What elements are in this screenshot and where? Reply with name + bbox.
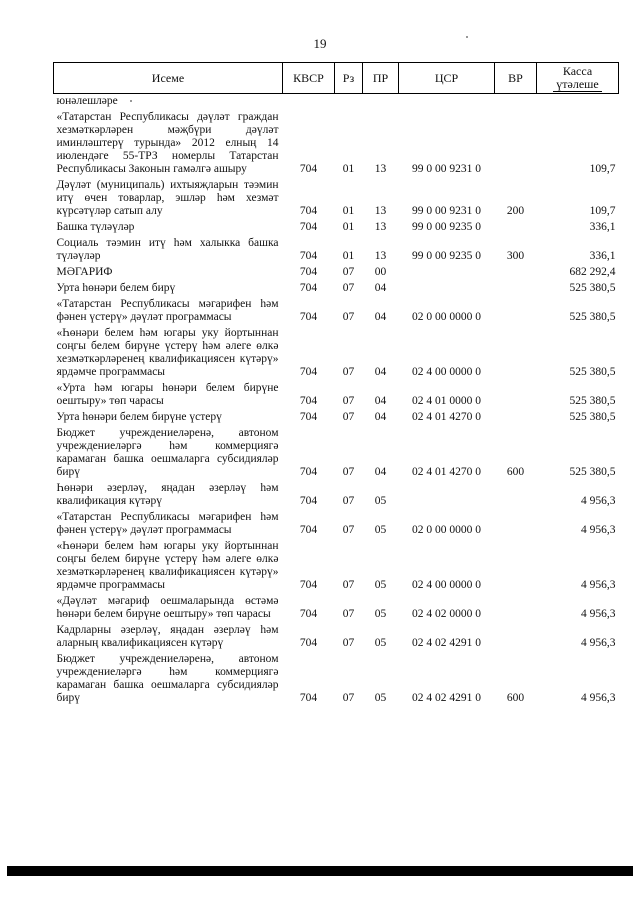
table-row bbox=[54, 539, 619, 594]
cell-name: «Татарстан Республикасы дәүләт граждан хезмәткәрләрен мәҗбүри дәүләт иминләштерү турында» 2012 елның 14 июлендәге 55-ТРЗ номерлы Татарстан Республикасы Законын гамәлгә ашыру bbox=[56, 111, 279, 175]
cell-pr: 05 bbox=[374, 608, 387, 620]
cell-csr bbox=[399, 481, 495, 510]
table-row bbox=[54, 236, 619, 265]
cell-name: Кадрларны әзерләү, яңадан әзерләү һәм аларның квалификациясен күтәрү bbox=[56, 624, 279, 649]
cell-pr: 04 bbox=[374, 311, 387, 323]
cell-amount: 336,1 bbox=[589, 221, 616, 233]
cell-pr: 04 bbox=[374, 366, 387, 378]
cell-rz: 07 bbox=[342, 311, 355, 323]
cell-name: Социаль тәэмин итү һәм халыкка башка түләүләр bbox=[56, 237, 279, 262]
cell-rz: 07 bbox=[342, 524, 355, 536]
cell-csr: 99 0 00 9231 0 bbox=[412, 205, 481, 217]
cell-name: «Татарстан Республикасы мәгарифен һәм фәнен үстерү» дәүләт программасы bbox=[56, 511, 279, 536]
cell-amount: 109,7 bbox=[589, 205, 616, 217]
cell-amount: 525 380,5 bbox=[569, 366, 616, 378]
cell-pr: 05 bbox=[374, 524, 387, 536]
table-row bbox=[54, 326, 619, 381]
cell-kvsr: 704 bbox=[299, 311, 318, 323]
cell-pr: 13 bbox=[374, 205, 387, 217]
budget-table bbox=[53, 62, 619, 707]
cell-csr: 02 4 01 4270 0 bbox=[412, 411, 481, 423]
cell-pr: 00 bbox=[374, 266, 387, 278]
cell-amount: 4 956,3 bbox=[581, 692, 616, 704]
cell-csr: 02 4 02 4291 0 bbox=[412, 637, 481, 649]
cell-pr: 05 bbox=[374, 579, 387, 591]
scan-footer-bar bbox=[7, 866, 633, 876]
cell-name: «Дәүләт мәгариф оешмаларында өстәмә һөнәри белем бирүне оештыру» төп чарасы bbox=[56, 595, 279, 620]
cell-name: Башка түләүләр bbox=[56, 221, 135, 233]
cell-rz: 01 bbox=[342, 250, 355, 262]
cell-pr: 05 bbox=[374, 692, 387, 704]
cell-amount: 4 956,3 bbox=[581, 524, 616, 536]
cell-vr: 200 bbox=[506, 205, 525, 217]
cell-rz: 07 bbox=[342, 266, 355, 278]
cell-csr: 02 4 00 0000 0 bbox=[412, 366, 481, 378]
col-header-vr: ВР bbox=[495, 63, 537, 94]
cell-name: МӘГАРИФ bbox=[56, 266, 113, 278]
cell-amount: 4 956,3 bbox=[581, 608, 616, 620]
cell-rz bbox=[335, 94, 363, 111]
cell-csr: 99 0 00 9235 0 bbox=[412, 250, 481, 262]
cell-csr: 02 0 00 0000 0 bbox=[412, 311, 481, 323]
cell-name: «Урта һәм югары һөнәри белем бирүне оештыру» төп чарасы bbox=[56, 382, 279, 407]
cell-name: юнәлешләре bbox=[56, 95, 118, 107]
cell-kvsr: 704 bbox=[299, 524, 318, 536]
col-header-csr: ЦСР bbox=[399, 63, 495, 94]
cell-csr bbox=[399, 265, 495, 281]
cell-rz: 07 bbox=[342, 366, 355, 378]
cell-pr: 13 bbox=[374, 163, 387, 175]
cell-vr bbox=[495, 265, 537, 281]
table-row bbox=[54, 510, 619, 539]
cell-kvsr: 704 bbox=[299, 266, 318, 278]
cell-vr bbox=[495, 594, 537, 623]
scan-speck bbox=[466, 36, 468, 38]
cell-vr bbox=[495, 326, 537, 381]
cell-amount bbox=[537, 94, 619, 111]
scan-speck bbox=[130, 100, 132, 102]
cell-kvsr: 704 bbox=[299, 608, 318, 620]
table-row bbox=[54, 110, 619, 178]
cell-amount: 525 380,5 bbox=[569, 466, 616, 478]
cell-amount: 525 380,5 bbox=[569, 411, 616, 423]
cell-vr bbox=[495, 481, 537, 510]
cell-amount: 4 956,3 bbox=[581, 637, 616, 649]
cell-rz: 07 bbox=[342, 608, 355, 620]
cell-vr bbox=[495, 94, 537, 111]
cell-name: «Татарстан Республикасы мәгарифен һәм фәнен үстерү» дәүләт программасы bbox=[56, 298, 279, 323]
table-row bbox=[54, 623, 619, 652]
table-body bbox=[54, 94, 619, 708]
cell-pr: 04 bbox=[374, 395, 387, 407]
cell-name: «Һөнәри белем һәм югары уку йортыннан соңгы белем бирүне үстерү һәм әлеге өлкә хезмәткәрләренең квалификациясен күтәрү» ярдәмче программасы bbox=[56, 327, 279, 378]
cell-vr: 300 bbox=[506, 250, 525, 262]
cell-name: Урта һөнәри белем бирү bbox=[56, 282, 176, 294]
kassa-header-line2: үтәлеше bbox=[553, 77, 601, 92]
table-row bbox=[54, 220, 619, 236]
cell-amount: 4 956,3 bbox=[581, 579, 616, 591]
cell-vr bbox=[495, 623, 537, 652]
cell-rz: 07 bbox=[342, 411, 355, 423]
cell-csr: 02 4 01 0000 0 bbox=[412, 395, 481, 407]
table-row bbox=[54, 281, 619, 297]
cell-vr bbox=[495, 410, 537, 426]
cell-csr: 99 0 00 9231 0 bbox=[412, 163, 481, 175]
table-row bbox=[54, 594, 619, 623]
cell-rz: 07 bbox=[342, 692, 355, 704]
cell-kvsr: 704 bbox=[299, 395, 318, 407]
cell-kvsr: 704 bbox=[299, 221, 318, 233]
cell-csr: 02 4 02 0000 0 bbox=[412, 608, 481, 620]
cell-amount: 682 292,4 bbox=[569, 266, 616, 278]
col-header-rz: Рз bbox=[335, 63, 363, 94]
col-header-kassa bbox=[537, 63, 619, 94]
cell-csr: 99 0 00 9235 0 bbox=[412, 221, 481, 233]
cell-rz: 07 bbox=[342, 466, 355, 478]
cell-amount: 4 956,3 bbox=[581, 495, 616, 507]
cell-rz: 07 bbox=[342, 282, 355, 294]
cell-name: Һөнәри әзерләү, яңадан әзерләү һәм квалификация күтәрү bbox=[56, 482, 279, 507]
cell-amount: 336,1 bbox=[589, 250, 616, 262]
cell-rz: 01 bbox=[342, 163, 355, 175]
col-header-name: Исеме bbox=[54, 63, 283, 94]
table-row bbox=[54, 481, 619, 510]
cell-kvsr: 704 bbox=[299, 205, 318, 217]
cell-amount: 525 380,5 bbox=[569, 395, 616, 407]
cell-rz: 01 bbox=[342, 205, 355, 217]
cell-vr bbox=[495, 297, 537, 326]
cell-pr: 04 bbox=[374, 282, 387, 294]
col-header-kvsr: КВСР bbox=[283, 63, 335, 94]
cell-vr bbox=[495, 281, 537, 297]
cell-rz: 07 bbox=[342, 579, 355, 591]
cell-rz: 07 bbox=[342, 637, 355, 649]
cell-csr: 02 4 01 4270 0 bbox=[412, 466, 481, 478]
cell-vr: 600 bbox=[506, 692, 525, 704]
kassa-header-line1: Касса bbox=[562, 64, 593, 78]
cell-csr: 02 4 02 4291 0 bbox=[412, 692, 481, 704]
cell-kvsr: 704 bbox=[299, 495, 318, 507]
cell-kvsr bbox=[283, 94, 335, 111]
cell-kvsr: 704 bbox=[299, 411, 318, 423]
cell-kvsr: 704 bbox=[299, 250, 318, 262]
cell-rz: 07 bbox=[342, 495, 355, 507]
cell-amount: 109,7 bbox=[589, 163, 616, 175]
cell-name: Бюджет учреждениеләренә, автоном учреждениеләргә һәм коммерциягә карамаган башка оешмаларга субсидияләр бирү bbox=[56, 427, 279, 478]
cell-pr: 04 bbox=[374, 466, 387, 478]
cell-vr bbox=[495, 381, 537, 410]
cell-amount: 525 380,5 bbox=[569, 282, 616, 294]
table-row bbox=[54, 410, 619, 426]
table-header-row bbox=[54, 63, 619, 94]
cell-csr bbox=[399, 94, 495, 111]
table-row bbox=[54, 381, 619, 410]
cell-pr: 05 bbox=[374, 495, 387, 507]
table-row bbox=[54, 297, 619, 326]
cell-name: Бюджет учреждениеләренә, автоном учреждениеләргә һәм коммерциягә карамаган башка оешмаларга субсидияләр бирү bbox=[56, 653, 279, 704]
cell-csr bbox=[399, 281, 495, 297]
cell-pr: 05 bbox=[374, 637, 387, 649]
cell-name: Дәүләт (муниципаль) ихтыяҗларын тәэмин итү өчен товарлар, эшләр һәм хезмәт күрсәтүләр сатып алу bbox=[56, 179, 279, 217]
cell-pr: 13 bbox=[374, 250, 387, 262]
cell-kvsr: 704 bbox=[299, 579, 318, 591]
cell-vr bbox=[495, 110, 537, 178]
table-row bbox=[54, 178, 619, 220]
cell-kvsr: 704 bbox=[299, 366, 318, 378]
cell-amount: 525 380,5 bbox=[569, 311, 616, 323]
table-row bbox=[54, 652, 619, 707]
cell-pr bbox=[363, 94, 399, 111]
cell-name: «Һөнәри белем һәм югары уку йортыннан соңгы белем бирүне үстерү һәм әлеге өлкә хезмәткәрләренең квалификациясен күтәрү» ярдәмче программасы bbox=[56, 540, 279, 591]
cell-rz: 07 bbox=[342, 395, 355, 407]
cell-pr: 13 bbox=[374, 221, 387, 233]
cell-vr bbox=[495, 220, 537, 236]
table-row bbox=[54, 265, 619, 281]
cell-vr bbox=[495, 510, 537, 539]
cell-vr bbox=[495, 539, 537, 594]
table-row bbox=[54, 426, 619, 481]
cell-rz: 01 bbox=[342, 221, 355, 233]
cell-pr: 04 bbox=[374, 411, 387, 423]
cell-csr: 02 0 00 0000 0 bbox=[412, 524, 481, 536]
cell-kvsr: 704 bbox=[299, 163, 318, 175]
page-number: 19 bbox=[313, 36, 327, 51]
cell-kvsr: 704 bbox=[299, 637, 318, 649]
cell-kvsr: 704 bbox=[299, 466, 318, 478]
col-header-pr: ПР bbox=[363, 63, 399, 94]
cell-csr: 02 4 00 0000 0 bbox=[412, 579, 481, 591]
cell-kvsr: 704 bbox=[299, 282, 318, 294]
cell-name: Урта һөнәри белем бирүне үстерү bbox=[56, 411, 222, 423]
cell-vr: 600 bbox=[506, 466, 525, 478]
table-row bbox=[54, 94, 619, 111]
cell-kvsr: 704 bbox=[299, 692, 318, 704]
